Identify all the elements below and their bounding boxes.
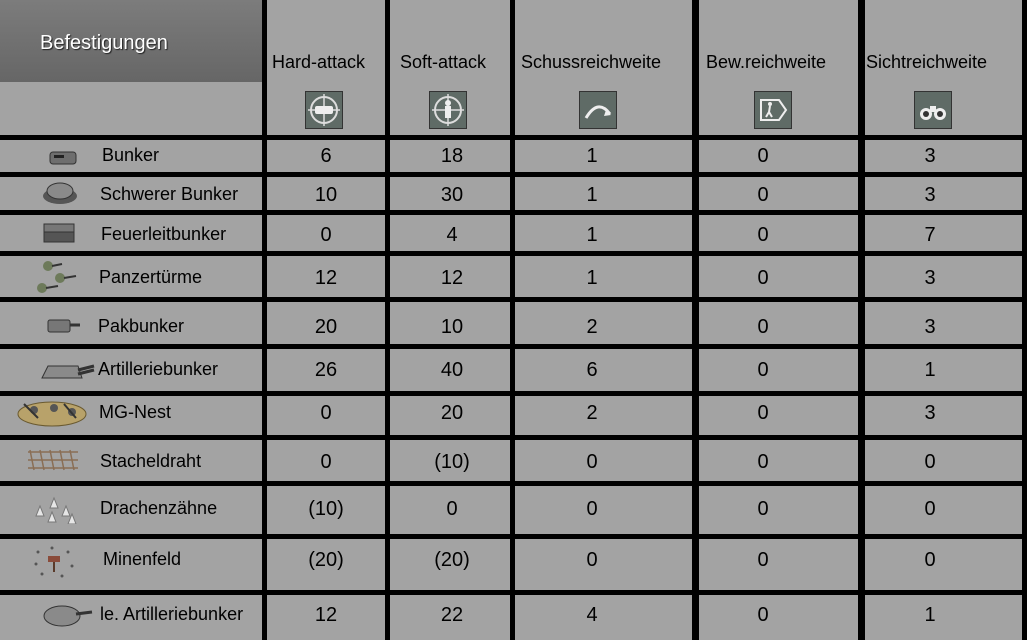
value-cell: (10) [434, 451, 470, 473]
binoculars-icon [914, 91, 952, 129]
row-label: Artilleriebunker [98, 359, 219, 379]
value-cell: 0 [757, 267, 769, 289]
value-cell: 0 [586, 451, 598, 473]
value-cell: 0 [320, 402, 332, 424]
row-label: le. Artilleriebunker [100, 604, 244, 624]
value-cell: 18 [440, 145, 464, 167]
value-cell: 30 [440, 184, 464, 206]
value-cell: (10) [308, 498, 344, 520]
heavy-bunker-icon [40, 180, 80, 211]
value-cell: 22 [440, 604, 464, 626]
value-cell: 20 [440, 402, 464, 424]
movement-icon [754, 91, 792, 129]
value-cell: 1 [586, 184, 598, 206]
dragon-teeth-icon [28, 494, 80, 529]
value-cell: 4 [446, 224, 458, 246]
value-cell: (20) [434, 549, 470, 571]
value-cell: 0 [924, 549, 936, 571]
value-cell: 12 [314, 267, 338, 289]
value-cell: 0 [320, 224, 332, 246]
value-cell: 0 [757, 145, 769, 167]
value-cell: 3 [924, 145, 936, 167]
value-cell: 0 [757, 359, 769, 381]
value-cell: 1 [586, 145, 598, 167]
value-cell: 26 [314, 359, 338, 381]
minefield-icon [32, 544, 76, 585]
column-header-4: Bew.reichweite [706, 52, 827, 72]
value-cell: 40 [440, 359, 464, 381]
mg-nest-icon [14, 396, 90, 435]
tank-turrets-icon [32, 258, 86, 301]
value-cell: 20 [314, 316, 338, 338]
value-cell: 4 [586, 604, 598, 626]
value-cell: 7 [924, 224, 936, 246]
row-label: Stacheldraht [100, 451, 202, 471]
value-cell: 3 [924, 184, 936, 206]
value-cell: 0 [757, 498, 769, 520]
value-cell: (20) [308, 549, 344, 571]
value-cell: 12 [440, 267, 464, 289]
row-label: Feuerleitbunker [101, 224, 227, 244]
column-header-3: Schussreichweite [521, 52, 662, 72]
value-cell: 0 [757, 402, 769, 424]
value-cell: 0 [757, 184, 769, 206]
row-label: Schwerer Bunker [100, 184, 239, 204]
row-label: Panzertürme [99, 267, 203, 287]
value-cell: 0 [446, 498, 458, 520]
value-cell: 0 [924, 451, 936, 473]
value-cell: 6 [320, 145, 332, 167]
soldier-target-icon [429, 91, 467, 129]
range-arc-icon [579, 91, 617, 129]
value-cell: 3 [924, 316, 936, 338]
column-header-5: Sichtreichweite [866, 52, 988, 72]
fire-control-bunker-icon [40, 220, 80, 251]
value-cell: 0 [924, 498, 936, 520]
value-cell: 6 [586, 359, 598, 381]
pak-bunker-icon [44, 314, 84, 343]
value-cell: 3 [924, 402, 936, 424]
value-cell: 0 [757, 451, 769, 473]
value-cell: 0 [586, 498, 598, 520]
row-label: Pakbunker [98, 316, 185, 336]
value-cell: 0 [586, 549, 598, 571]
page-title: Befestigungen [0, 0, 262, 82]
value-cell: 2 [586, 402, 598, 424]
row-label: Drachenzähne [100, 498, 218, 518]
value-cell: 1 [586, 267, 598, 289]
artillery-bunker-icon [38, 356, 96, 393]
value-cell: 0 [757, 224, 769, 246]
row-label: Minenfeld [103, 549, 182, 569]
bunker-icon [46, 146, 82, 173]
value-cell: 10 [440, 316, 464, 338]
column-header-1: Hard-attack [272, 52, 366, 72]
value-cell: 0 [757, 316, 769, 338]
value-cell: 1 [924, 359, 936, 381]
value-cell: 1 [586, 224, 598, 246]
row-label: Bunker [102, 145, 160, 165]
tank-target-icon [305, 91, 343, 129]
value-cell: 0 [757, 549, 769, 571]
value-cell: 0 [320, 451, 332, 473]
value-cell: 2 [586, 316, 598, 338]
value-cell: 10 [314, 184, 338, 206]
value-cell: 3 [924, 267, 936, 289]
value-cell: 0 [757, 604, 769, 626]
barbed-wire-icon [24, 446, 82, 479]
column-header-2: Soft-attack [400, 52, 487, 72]
value-cell: 12 [314, 604, 338, 626]
light-artillery-bunker-icon [40, 600, 94, 635]
value-cell: 1 [924, 604, 936, 626]
row-label: MG-Nest [99, 402, 171, 422]
